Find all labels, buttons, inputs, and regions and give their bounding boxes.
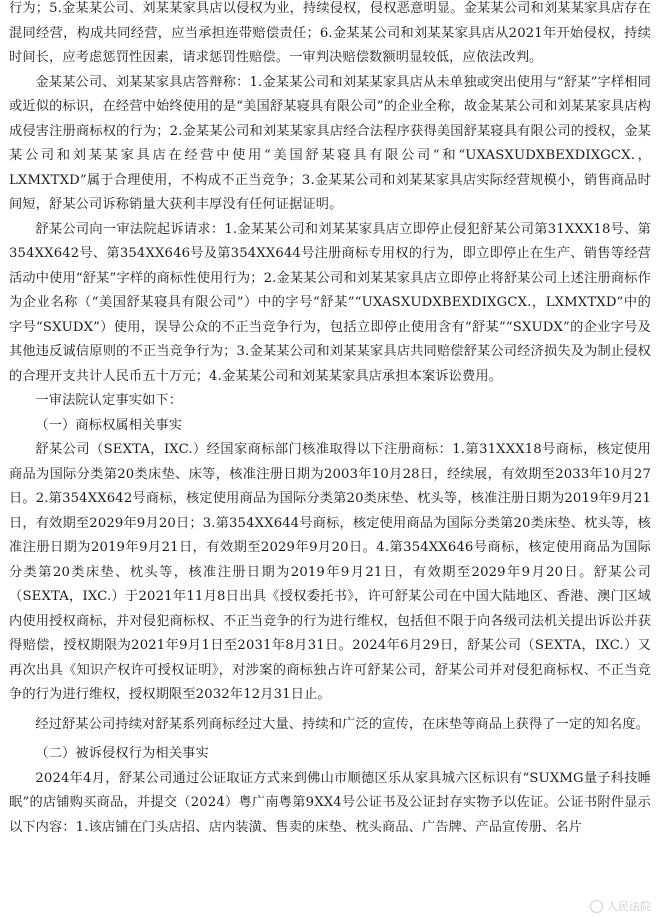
section-heading-trademark-rights: （一）商标权属相关事实 <box>35 417 183 433</box>
paragraph-appeal-grounds-end: 行为；5.金某某公司、刘某某家具店以侵权为业，持续侵权，侵权恶意明显。金某某公司和刘某某家具店存在混同经营，构成共同经营，应当承担连带赔偿责任；6.金某某公司和刘某某家具店从2021年开始侵权，持续时间长，应考虑惩罚性因素，请求惩罚性赔偿。一审判决赔偿数额明显较低，应依法改判。 <box>9 1 651 65</box>
paragraph-plaintiff-claims: 舒某公司向一审法院起诉请求：1.金某某公司和刘某某家具店立即停止侵犯舒某公司第31XXX18号、第354XX642号、第354XX646号及第354XX644号注册商标专用权的行为，即立即停止在生产、销售等经营活动中使用“舒某”字样的商标性使用行为；2.金某某公司和刘某某家具店立即停止将舒某公司上述注册商标作为企业名称（“美国舒某寝具有限公司”）中的字号“舒某”“UXASXUDXBEXDIXGCX.，LXMXTXD”中的字号“SXUDX”）使用，误导公众的不正当竞争行为，包括立即停止使用含有“舒某”“SXUDX”的企业字号及其他违反诚信原则的不正当竞争行为；3.金某某公司和刘某某家具店共同赔偿舒某公司经济损失及为制止侵权的合理开支共计人民币五十万元；4.金某某公司和刘某某家具店承担本案诉讼费用。 <box>9 221 651 384</box>
paragraph-defense-statement: 金某某公司、刘某某家具店答辩称：1.金某某公司和刘某某家具店从未单独或突出使用与“舒某”字样相同或近似的标识，在经营中始终使用的是“美国舒某寝具有限公司”的企业全称，故金某某公司和刘某某家具店构成侵害注册商标权的行为；2.金某某公司和刘某某家具店经合法程序获得美国舒某寝具有限公司的授权，金某某公司和刘某某家具店在经营中使用“美国舒某寝具有限公司”和“UXASXUDXBEXDIXGCX.，LXMXTXD”属于合理使用，不构成不正当竞争；3.金某某公司和刘某某家具店实际经营规模小，销售商品时间短，舒某公司诉称销量大获利丰厚没有任何证据证明。 <box>9 74 651 212</box>
section-heading-infringement-facts: （二）被诉侵权行为相关事实 <box>35 746 209 761</box>
watermark-text: 人民法院 <box>607 900 651 913</box>
document-body <box>9 0 651 840</box>
watermark-logo-icon <box>590 900 603 913</box>
paragraph-notarized-evidence: 2024年4月，舒某公司通过公证取证方式来到佛山市顺德区乐从家具城六区标识有“SUXMG量子科技睡眠”的店铺购买商品，并提交（2024）粤广南粤第9XX4号公证书及公证封存实物予以佐证。公证书附件显示以下内容：1.该店铺在门头店招、店内装潢、售卖的床垫、枕头商品、广告牌、产品宣传册、名片 <box>9 770 651 835</box>
watermark <box>590 898 651 914</box>
paragraph-trademark-registrations: 舒某公司（SEXTA，IXC.）经国家商标部门核准取得以下注册商标：1.第31XXX18号商标，核定使用商品为国际分类第20类床垫、床等，核准注册日期为2003年10月28日，经续展，有效期至2033年10月27日。2.第354XX642号商标，核定使用商品为国际分类第20类床垫、枕头等，核准注册日期为2019年9月21日，有效期至2029年9月20日；3.第354XX644号商标，核定使用商品为国际分类第20类床垫、枕头等，核准注册日期为2019年9月21日，有效期至2029年9月20日。4.第354XX646号商标，核定使用商品为国际分类第20类床垫、枕头等，核准注册日期为2019年9月21日，有效期至2029年9月20日。舒某公司（SEXTA，IXC.）于2021年11月8日出具《授权委托书》，许可舒某公司在中国大陆地区、香港、澳门区域内使用授权商标，并对侵犯商标权、不正当竞争的行为进行维权，包括但不限于向各级司法机关提出诉讼并获得赔偿，授权期限为2021年9月1日至2031年8月31日。2024年6月29日，舒某公司（SEXTA，IXC.）又再次出具《知识产权许可授权证明》，对涉案的商标独占许可舒某公司，舒某公司并对侵犯商标权、不正当竞争的行为进行维权，授权期限至2032年12月31日止。 <box>9 442 651 702</box>
paragraph-reputation: 经过舒某公司持续对舒某系列商标经过大量、持续和广泛的宣传，在床垫等商品上获得了一定的知名度。 <box>35 716 649 732</box>
paragraph-facts-heading: 一审法院认定事实如下： <box>35 393 183 408</box>
